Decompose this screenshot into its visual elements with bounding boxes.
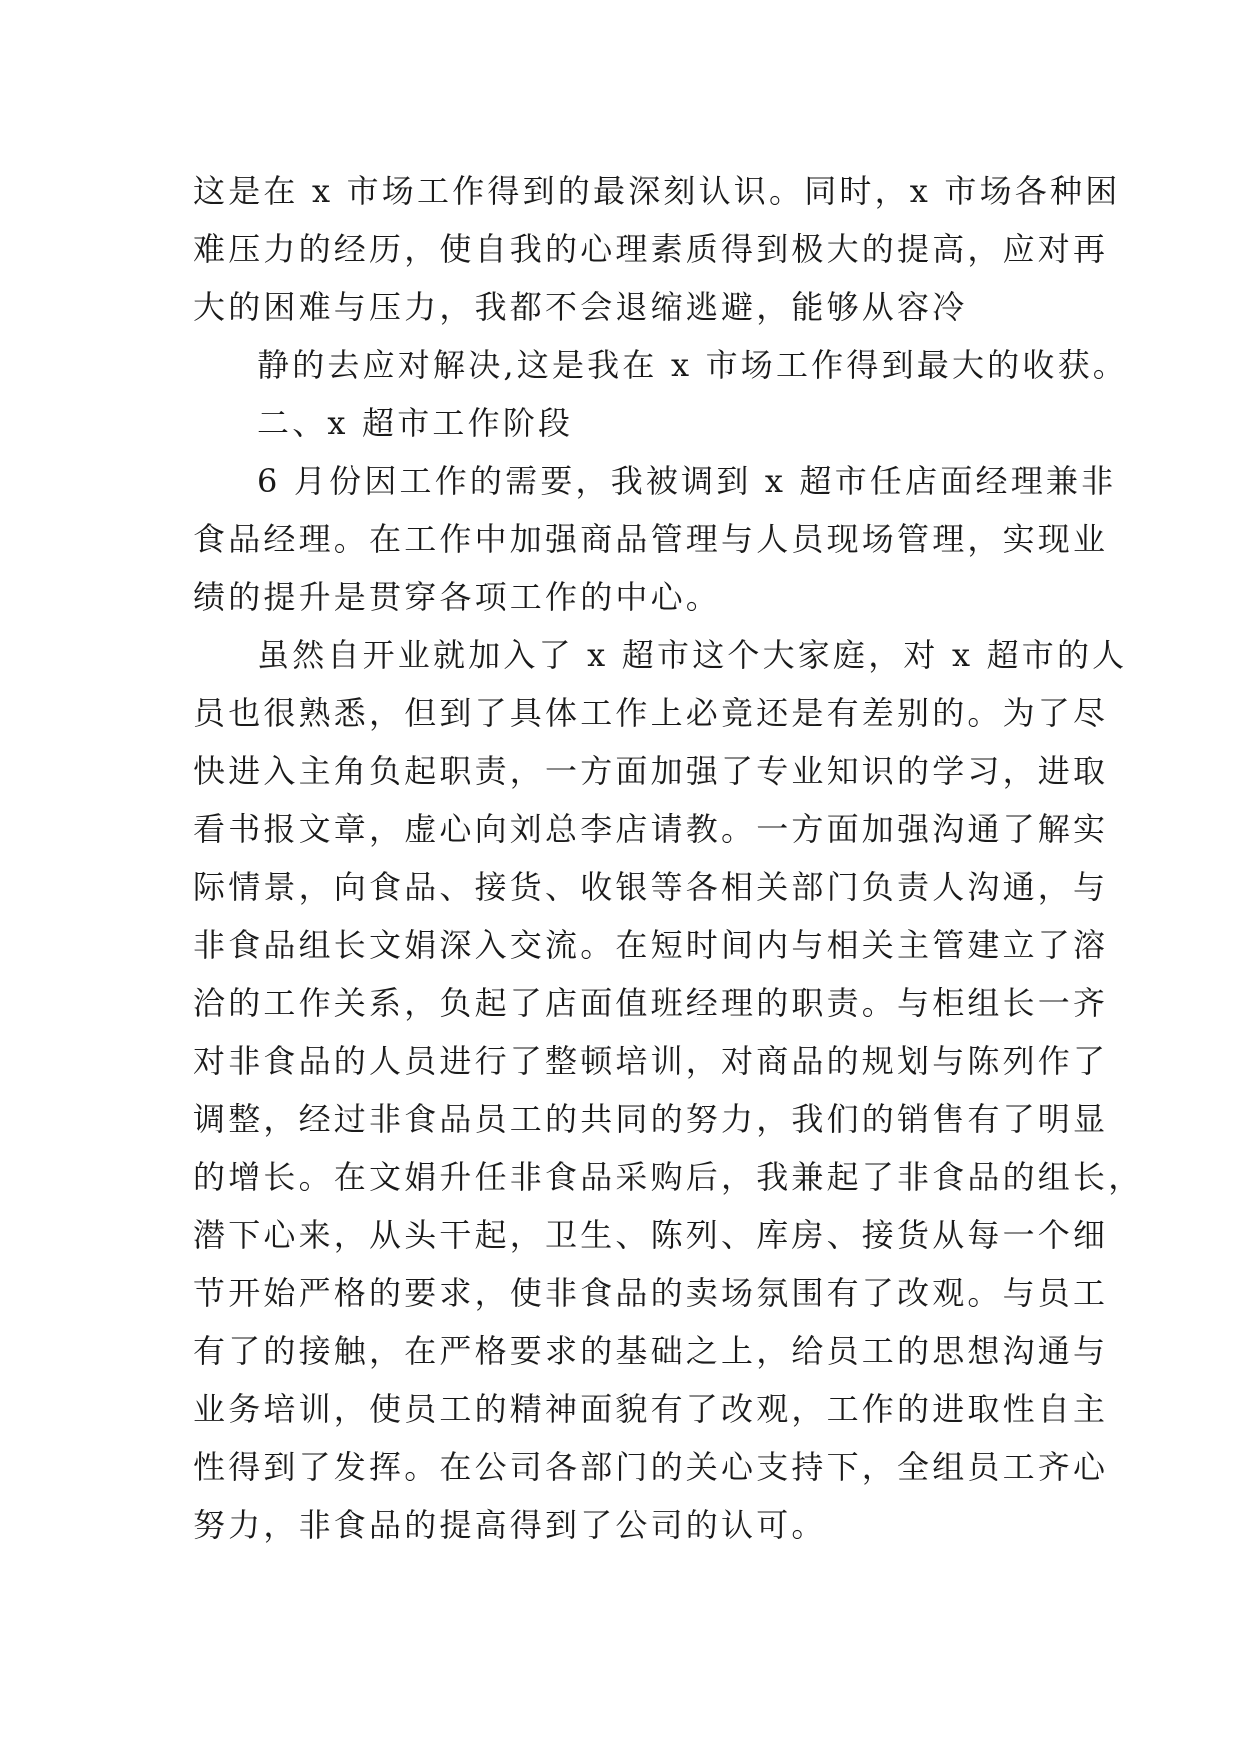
text-line: 有了的接触，在严格要求的基础之上，给员工的思想沟通与 [193, 1332, 1109, 1370]
text-line: 难压力的经历，使自我的心理素质得到极大的提高，应对再 [193, 230, 1109, 268]
text-line: 快进入主角负起职责，一方面加强了专业知识的学习，进取 [193, 752, 1109, 790]
text-line: 节开始严格的要求，使非食品的卖场氛围有了改观。与员工 [193, 1274, 1109, 1312]
text-line: 看书报文章，虚心向刘总李店请教。一方面加强沟通了解实 [193, 810, 1109, 848]
text-line: 调整，经过非食品员工的共同的努力，我们的销售有了明显 [193, 1100, 1109, 1138]
text-line: 二、x 超市工作阶段 [257, 404, 574, 442]
text-line: 业务培训，使员工的精神面貌有了改观，工作的进取性自主 [193, 1390, 1109, 1428]
text-line: 对非食品的人员进行了整顿培训，对商品的规划与陈列作了 [193, 1042, 1109, 1080]
text-line: 静的去应对解决,这是我在 x 市场工作得到最大的收获。 [257, 346, 1128, 384]
text-line: 虽然自开业就加入了 x 超市这个大家庭，对 x 超市的人 [257, 636, 1128, 674]
text-line: 的增长。在文娟升任非食品采购后，我兼起了非食品的组长， [193, 1158, 1144, 1196]
text-line: 绩的提升是贯穿各项工作的中心。 [193, 578, 722, 616]
text-line: 洽的工作关系，负起了店面值班经理的职责。与柜组长一齐 [193, 984, 1109, 1022]
body-text [193, 162, 1144, 1554]
text-line: 6 月份因工作的需要，我被调到 x 超市任店面经理兼非 [257, 462, 1117, 500]
text-line: 际情景，向食品、接货、收银等各相关部门负责人沟通，与 [193, 868, 1109, 906]
text-line: 员也很熟悉，但到了具体工作上必竟还是有差别的。为了尽 [193, 694, 1109, 732]
text-line: 这是在 x 市场工作得到的最深刻认识。同时，x 市场各种困 [193, 172, 1121, 210]
text-line: 大的困难与压力，我都不会退缩逃避，能够从容冷 [193, 288, 968, 326]
text-line: 性得到了发挥。在公司各部门的关心支持下，全组员工齐心 [193, 1448, 1109, 1486]
text-line: 非食品组长文娟深入交流。在短时间内与相关主管建立了溶 [193, 926, 1109, 964]
text-line: 食品经理。在工作中加强商品管理与人员现场管理，实现业 [193, 520, 1109, 558]
text-line: 努力，非食品的提高得到了公司的认可。 [193, 1506, 827, 1544]
text-line: 潜下心来，从头干起，卫生、陈列、库房、接货从每一个细 [193, 1216, 1109, 1254]
